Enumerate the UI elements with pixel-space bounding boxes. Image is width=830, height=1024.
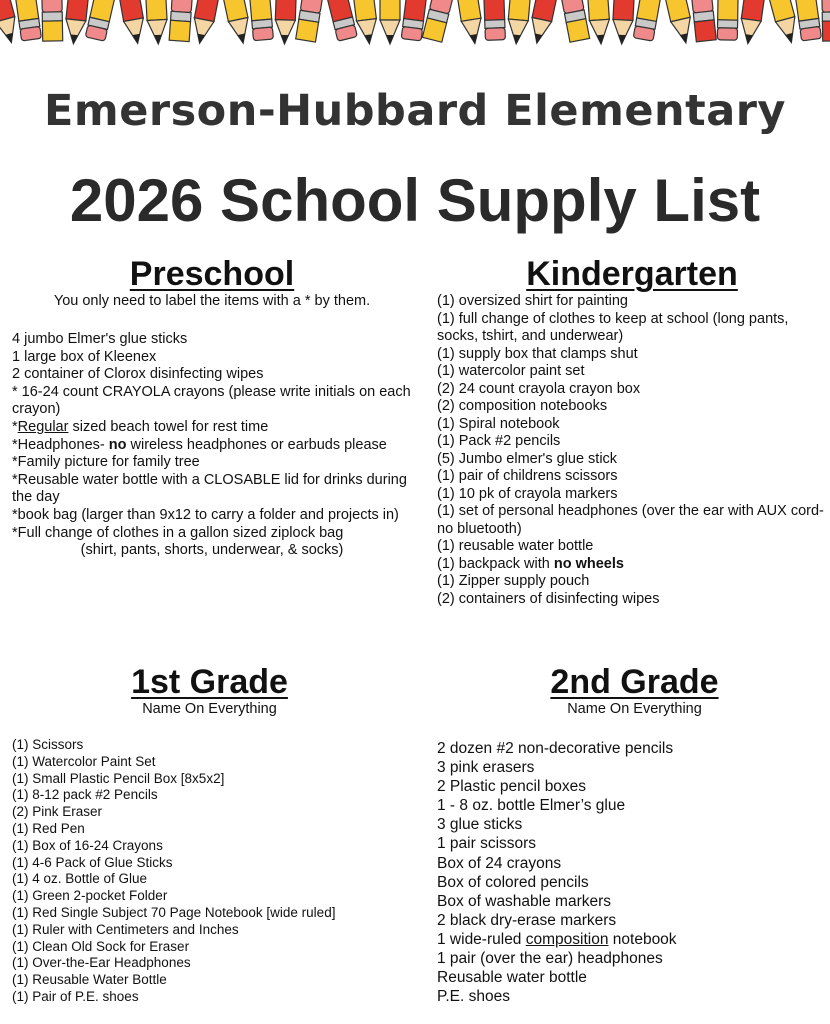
pencil-icon (527, 0, 558, 45)
item-text: (1) set of personal headphones (over the ear with AUX cord- no bluetooth) (437, 503, 824, 537)
item-text: (1) full change of clothes to keep at school (long pants, socks, tshirt, and underwear) (437, 310, 789, 344)
item-text: Box of colored pencils (437, 873, 589, 891)
supply-item (437, 758, 827, 777)
underlined-text: composition (525, 930, 609, 948)
supply-item (12, 939, 412, 956)
item-text: wireless headphones or earbuds please (126, 436, 387, 453)
item-text: 4 jumbo Elmer's glue sticks (12, 331, 188, 347)
preschool-title: Preschool (129, 255, 295, 293)
supply-item (12, 331, 412, 349)
item-text: *Reusable water bottle with a CLOSABLE lid for drinks during the day (12, 471, 407, 506)
pencil-icon (85, 0, 116, 41)
supply-item (12, 972, 412, 989)
pencil-icon (738, 0, 765, 45)
item-text: (5) Jumbo elmer's glue stick (437, 450, 618, 467)
item-text: (1) Red Pen (12, 820, 85, 836)
bold-text: no (108, 436, 127, 453)
item-text: (1) Pack #2 pencils (437, 433, 561, 449)
second-grade-title: 2nd Grade (550, 663, 719, 701)
supply-item (437, 777, 827, 796)
supply-item (12, 804, 412, 821)
item-text: (1) Small Plastic Pencil Box [8x5x2] (12, 770, 225, 786)
supply-item (437, 911, 827, 930)
supply-item (12, 871, 412, 888)
item-text: (1) reusable water bottle (437, 538, 594, 554)
pencil-icon (587, 0, 611, 45)
item-text: 2 dozen #2 non-decorative pencils (437, 740, 674, 757)
item-text: 2 black dry-erase markers (437, 911, 617, 929)
supply-item (12, 855, 412, 872)
supply-item (437, 363, 827, 381)
pencil-icon (633, 0, 661, 41)
pencil-icon (274, 0, 296, 44)
pencil-icon (768, 0, 801, 45)
pencil-icon (145, 0, 168, 44)
supply-item (437, 892, 827, 911)
item-text: (shirt, pants, shorts, underwear, & socks) (80, 542, 344, 559)
item-text: (2) composition notebooks (437, 398, 608, 414)
item-text: (1) 4 oz. Bottle of Glue (12, 871, 148, 887)
supply-item (437, 987, 827, 1006)
first-grade-title: 1st Grade (131, 663, 288, 701)
pencil-icon (326, 0, 358, 41)
item-text: notebook (608, 930, 677, 948)
bold-text: no wheels (553, 555, 624, 572)
item-text: *Family picture for family tree (12, 454, 200, 471)
pencil-icon (353, 0, 379, 45)
item-text: (1) backpack with (437, 555, 554, 572)
supply-item (437, 538, 827, 556)
item-text: (1) oversized shirt for painting (437, 293, 628, 309)
supply-item (437, 311, 827, 346)
pencil-icon (664, 0, 696, 45)
item-text: (1) Clean Old Sock for Eraser (12, 938, 190, 954)
supply-item (12, 384, 412, 419)
preschool-label-note: You only need to label the items with a * by them. (53, 293, 371, 309)
item-text: 1 pair (over the ear) headphones (437, 950, 663, 968)
supply-item (12, 922, 412, 939)
item-text: Box of 24 crayons (437, 854, 562, 872)
supply-item (12, 437, 412, 455)
supply-item (437, 815, 827, 834)
item-text: 3 glue sticks (437, 816, 523, 834)
item-text: 1 - 8 oz. bottle Elmer’s glue (437, 797, 626, 815)
pencil-icon (15, 0, 42, 41)
pencil-icon (222, 0, 253, 45)
item-text: (1) Over-the-Ear Headphones (12, 955, 191, 971)
pencil-icon (422, 0, 454, 42)
supply-item (12, 366, 412, 384)
supply-item (437, 503, 827, 538)
item-text: (1) Green 2-pocket Folder (12, 888, 168, 904)
kindergarten-supply-list (437, 293, 827, 608)
supply-item (437, 930, 827, 949)
item-text: 2 Plastic pencil boxes (437, 778, 587, 796)
supply-item (437, 739, 827, 758)
list-title: 2026 School Supply List (69, 167, 761, 234)
supply-item (437, 451, 827, 469)
underlined-text: Regular (17, 418, 69, 435)
preschool-supply-list (12, 331, 412, 560)
supply-item (12, 472, 412, 507)
item-text: (1) Scissors (12, 737, 84, 752)
school-name: Emerson-Hubbard Elementary (44, 86, 786, 136)
item-text: P.E. shoes (437, 988, 510, 1006)
supply-item (437, 381, 827, 399)
supply-item (437, 433, 827, 451)
pencil-icon (190, 0, 220, 45)
item-text: * (12, 418, 18, 435)
kindergarten-title: Kindergarten (526, 255, 738, 293)
item-text: (2) containers of disinfecting wipes (437, 590, 660, 607)
item-text: (1) Red Single Subject 70 Page Notebook [wide ruled] (12, 904, 336, 920)
supply-item (12, 507, 412, 525)
first-grade-subtitle: Name On Everything (142, 701, 277, 717)
supply-item (12, 771, 412, 788)
item-text: 1 wide-ruled (437, 930, 526, 948)
item-text: (1) 8-12 pack #2 Pencils (12, 787, 158, 803)
item-text: (1) pair of childrens scissors (437, 468, 618, 484)
item-text: 1 pair scissors (437, 835, 537, 853)
kindergarten-section (437, 255, 827, 608)
pencil-icon (484, 0, 506, 40)
supply-item (12, 349, 412, 367)
supply-item (437, 416, 827, 434)
supply-item (437, 556, 827, 574)
item-text: (1) Spiral notebook (437, 415, 560, 432)
item-text: (1) watercolor paint set (437, 363, 585, 379)
item-text: Box of washable markers (437, 892, 612, 910)
item-text: (1) supply box that clamps shut (437, 345, 638, 362)
pencil-border (0, 0, 830, 58)
first-grade-supply-list (12, 737, 412, 1006)
supply-item (12, 525, 412, 543)
pencil-icon (296, 0, 324, 42)
first-grade-section (12, 663, 412, 1006)
pencil-icon (795, 0, 822, 41)
supply-item (12, 754, 412, 771)
supply-item (437, 486, 827, 504)
item-text: 1 large box of Kleenex (12, 348, 157, 365)
item-text: 3 pink erasers (437, 759, 535, 777)
supply-item (437, 573, 827, 591)
supply-item (437, 346, 827, 364)
supply-item (437, 468, 827, 486)
pencil-icon (717, 0, 738, 40)
item-text: Reusable water bottle (437, 969, 587, 987)
supply-item (12, 888, 412, 905)
pencil-icon (822, 0, 830, 41)
supply-item (437, 968, 827, 987)
supply-item (12, 838, 412, 855)
pencil-icon (457, 0, 485, 45)
item-text: sized beach towel for rest time (68, 418, 269, 435)
supply-item (437, 293, 827, 311)
supply-item (12, 821, 412, 838)
supply-item (12, 419, 412, 437)
item-text: (2) 24 count crayola crayon box (437, 380, 641, 397)
item-text: (1) 4-6 Pack of Glue Sticks (12, 854, 173, 870)
pencil-icon (63, 0, 89, 45)
supply-item (12, 955, 412, 972)
second-grade-supply-list (437, 739, 827, 1006)
pencil-border-graphic (0, 0, 830, 58)
item-text: *Headphones- (12, 436, 109, 453)
item-text: (1) Reusable Water Bottle (12, 972, 167, 988)
supply-item (437, 854, 827, 873)
pencil-icon (118, 0, 147, 45)
item-text: *Full change of clothes in a gallon sized ziplock bag (12, 524, 344, 541)
pencil-icon (249, 0, 273, 41)
pencil-icon (612, 0, 635, 44)
supply-item (12, 454, 412, 472)
item-text: * 16-24 count CRAYOLA crayons (please write initials on each crayon) (12, 383, 411, 418)
supply-item (437, 591, 827, 609)
preschool-section (12, 255, 412, 560)
supply-item (12, 787, 412, 804)
supply-item (12, 542, 412, 560)
supply-item (12, 737, 412, 754)
supply-item (437, 873, 827, 892)
supply-item (437, 398, 827, 416)
item-text: (1) Watercolor Paint Set (12, 753, 156, 769)
supply-item (12, 989, 412, 1006)
pencil-icon (380, 0, 400, 44)
supply-item (437, 949, 827, 968)
supply-item (12, 905, 412, 922)
supply-item (437, 834, 827, 853)
item-text: (1) Ruler with Centimeters and Inches (12, 921, 239, 937)
second-grade-subtitle: Name On Everything (567, 701, 702, 717)
pencil-icon (560, 0, 589, 42)
pencil-icon (42, 0, 63, 41)
item-text: (1) Zipper supply pouch (437, 573, 590, 589)
item-text: (1) Pair of P.E. shoes (12, 988, 139, 1004)
supply-item (437, 796, 827, 815)
pencil-icon (506, 0, 531, 45)
pencil-icon (169, 0, 193, 42)
item-text: (2) Pink Eraser (12, 804, 103, 820)
second-grade-section (437, 663, 827, 1006)
pencil-icon (691, 0, 716, 42)
item-text: (1) 10 pk of crayola markers (437, 485, 618, 502)
item-text: *book bag (larger than 9x12 to carry a folder and projects in) (12, 506, 399, 523)
item-text: (1) Box of 16-24 Crayons (12, 837, 163, 853)
item-text: 2 container of Clorox disinfecting wipes (12, 366, 264, 383)
